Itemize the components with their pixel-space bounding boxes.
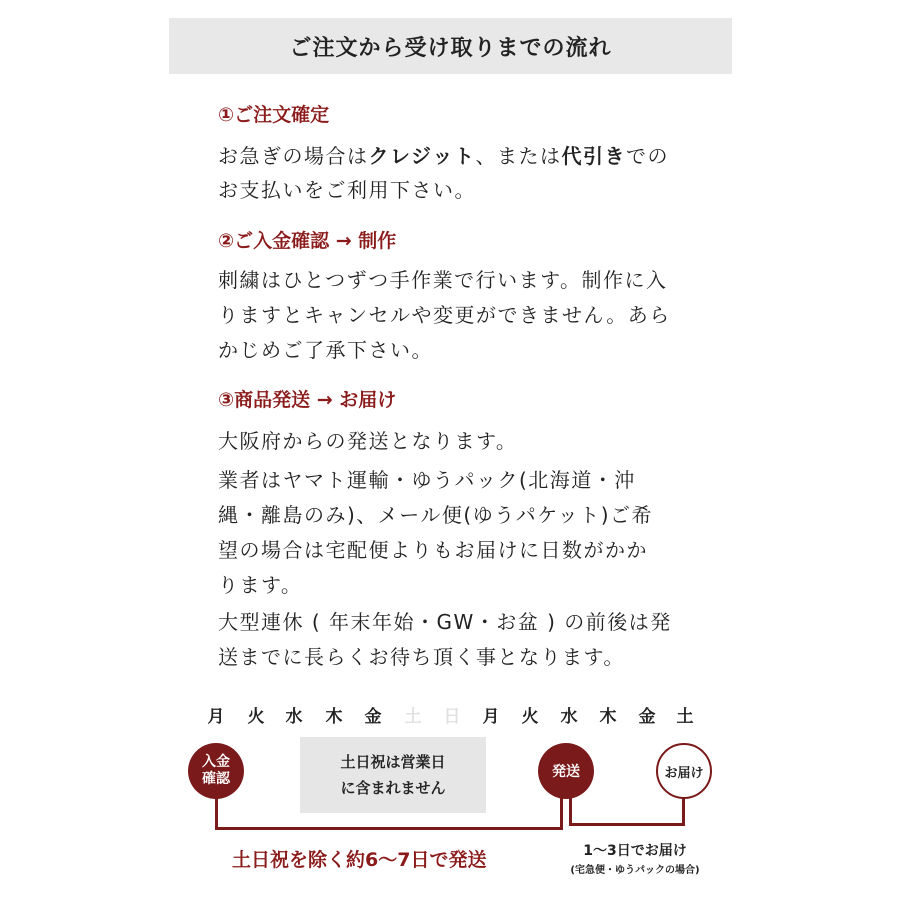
day-label: 月 — [207, 707, 225, 727]
section-3-line-6: 大型連休 ( 年末年始・GW・お盆 ) の前後は発 — [218, 610, 672, 634]
section-2-line-2: りますとキャンセルや変更ができません。あら — [218, 303, 671, 327]
step-payment-circle — [188, 743, 244, 799]
day-label: 水 — [560, 707, 578, 727]
timeline-connector — [569, 798, 572, 826]
day-label: 木 — [599, 707, 617, 727]
section-2-line-3: かじめご了承下さい。 — [218, 338, 433, 362]
section-3-heading: ③商品発送 → お届け — [218, 389, 397, 411]
deliver-period-text: 1〜3日でお届け — [583, 843, 687, 859]
section-1-heading: ①ご注文確定 — [218, 104, 330, 126]
deliver-period-note: (宅急便・ゆうパックの場合) — [570, 865, 700, 876]
section-3-line-1: 大阪府からの発送となります。 — [218, 429, 518, 453]
section-3-line-2: 業者はヤマト運輸・ゆうパック(北海道・沖 — [218, 468, 636, 492]
deliver-period — [545, 840, 725, 876]
day-label: 土 — [676, 707, 694, 727]
section-2-heading: ②ご入金確認 → 制作 — [218, 230, 397, 252]
step-deliver-circle: お届け — [656, 743, 712, 799]
day-label: 金 — [364, 707, 382, 727]
timeline-connector — [560, 798, 563, 830]
day-label: 火 — [521, 707, 539, 727]
section-3-line-7: 送までに長らくお待ち頂く事となります。 — [218, 645, 625, 669]
step-ship-circle: 発送 — [538, 743, 594, 799]
day-label-holiday: 土 — [404, 707, 422, 727]
day-label: 火 — [247, 707, 265, 727]
step-payment-label-2: 確認 — [202, 771, 230, 787]
section-1-line-1: お急ぎの場合はクレジット、または代引きでの — [218, 144, 669, 168]
section-3-line-4: 望の場合は宅配便よりもお届けに日数がかか — [218, 538, 648, 562]
day-label: 木 — [325, 707, 343, 727]
day-label: 金 — [638, 707, 656, 727]
day-label-holiday: 日 — [443, 707, 461, 727]
timeline-connector — [569, 823, 684, 826]
timeline-connector — [682, 796, 685, 826]
section-1-line-2: お支払いをご利用下さい。 — [218, 178, 476, 202]
holiday-notice — [300, 737, 486, 813]
timeline-connector — [215, 798, 218, 830]
day-label: 月 — [482, 707, 500, 727]
section-2-line-1: 刺繍はひとつずつ手作業で行います。制作に入 — [218, 268, 668, 292]
step-payment-label-1: 入金 — [202, 754, 230, 770]
holiday-notice-line-2: に含まれません — [340, 779, 446, 797]
timeline-connector — [215, 827, 563, 830]
holiday-notice-line-1: 土日祝は営業日 — [340, 753, 446, 771]
ship-period-text: 土日祝を除く約6〜7日で発送 — [232, 849, 487, 871]
day-label: 水 — [285, 707, 303, 727]
page-title: ご注文から受け取りまでの流れ — [169, 18, 732, 74]
weekday-row — [204, 702, 704, 728]
section-3-line-5: ります。 — [218, 573, 303, 597]
section-3-line-3: 縄・離島のみ)、メール便(ゆうパケット)ご希 — [218, 503, 654, 527]
